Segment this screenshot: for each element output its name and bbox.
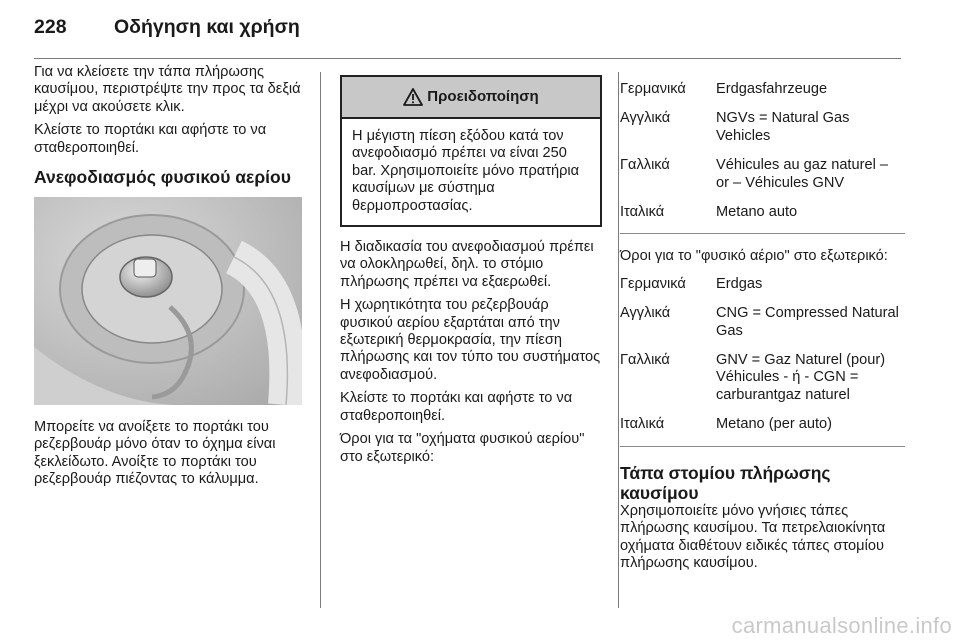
- language-cell: Ιταλικά: [620, 416, 665, 433]
- table-row: [620, 157, 905, 204]
- language-cell: Αγγλικά: [620, 305, 671, 322]
- term-cell: Erdgasfahrzeuge: [716, 81, 828, 97]
- language-cell: Αγγλικά: [620, 110, 671, 127]
- section-heading: Τάπα στομίου πλήρωσης καυσίμου: [620, 462, 831, 503]
- column-middle: [340, 75, 602, 472]
- paragraph: Όροι για το "φυσικό αέριο" στο εξωτερικό:: [620, 248, 888, 265]
- watermark: carmanualsonline.info: [731, 613, 952, 638]
- language-cell: Ιταλικά: [620, 204, 665, 221]
- fuel-filler-photo: [34, 197, 302, 405]
- section-heading: Ανεφοδιασμός φυσικού αερίου: [34, 167, 291, 188]
- gas-terms-table: [620, 276, 905, 457]
- language-cell: Γαλλικά: [620, 352, 670, 369]
- chapter-title: Οδήγηση και χρήση: [114, 16, 300, 38]
- term-cell: Metano (per auto): [716, 416, 833, 433]
- paragraph: Κλείστε το πορτάκι και αφήστε το να σταθεροποιηθεί.: [34, 122, 267, 156]
- paragraph: Για να κλείσετε την τάπα πλήρωσης καυσίμου, περιστρέψτε την προς τα δεξιά μέχρι να ακούσετε κλικ.: [34, 64, 301, 115]
- term-cell: GNV = Gaz Naturel (pour) Véhicules - ή - CGN = carburantgaz naturel: [716, 352, 886, 403]
- header-rule: [34, 58, 901, 59]
- term-cell: NGVs = Natural Gas Vehicles: [716, 110, 850, 144]
- warning-triangle-icon: [403, 88, 423, 106]
- term-cell: Véhicules au gaz naturel – or – Véhicules GNV: [716, 157, 888, 191]
- language-cell: Γερμανικά: [620, 275, 686, 292]
- term-cell: CNG = Compressed Natural Gas: [716, 305, 899, 339]
- warning-title: Προειδοποίηση: [427, 88, 539, 106]
- table-row: [620, 276, 905, 305]
- term-cell: Erdgas: [716, 275, 763, 292]
- warning-header: [342, 77, 600, 119]
- term-cell: Metano auto: [716, 204, 798, 221]
- paragraph: Η χωρητικότητα του ρεζερβουάρ φυσικού αερίου εξαρτάται από την εξωτερική θερμοκρασία, την πίεση πλήρωσης και τον τύπο του συστήματος ανεφοδιασμού.: [340, 297, 601, 383]
- table-row: [620, 416, 905, 446]
- page-header: [34, 16, 300, 39]
- table-row: [620, 81, 905, 110]
- column-divider-1: [320, 72, 321, 608]
- table-row: [620, 204, 905, 234]
- paragraph: Χρησιμοποιείτε μόνο γνήσιες τάπες πλήρωσης καυσίμου. Τα πετρελαιοκίνητα οχήματα διαθέτουν ειδικές τάπες στομίου πλήρωσης καυσίμου.: [620, 502, 886, 571]
- paragraph: Κλείστε το πορτάκι και αφήστε το να σταθεροποιηθεί.: [340, 390, 573, 424]
- paragraph: Όροι για τα "οχήματα φυσικού αερίου" στο εξωτερικό:: [340, 431, 585, 465]
- language-cell: Γαλλικά: [620, 157, 670, 174]
- vehicle-terms-table: [620, 81, 905, 244]
- warning-text: Η μέγιστη πίεση εξόδου κατά τον ανεφοδιασμό πρέπει να είναι 250 bar. Χρησιμοποιείτε μόνο πρατήρια καυσίμων με σύστημα θερμοπροστασίας.: [352, 128, 580, 214]
- table-row: [620, 305, 905, 352]
- table-bottom-rule: [620, 446, 905, 457]
- table-row: [620, 352, 905, 416]
- paragraph: Μπορείτε να ανοίξετε το πορτάκι του ρεζερβουάρ μόνο όταν το όχημα είναι ξεκλείδωτο. Ανοίξτε το πορτάκι του ρεζερβουάρ πιέζοντας το κάλυμμα.: [34, 419, 276, 488]
- table-row: [620, 110, 905, 157]
- column-right: [620, 81, 905, 578]
- page-number: 228: [34, 16, 67, 38]
- table-bottom-rule: [620, 234, 905, 245]
- column-divider-2: [618, 72, 619, 608]
- language-cell: Γερμανικά: [620, 81, 686, 97]
- warning-box: [340, 75, 602, 227]
- column-left: [34, 64, 306, 495]
- paragraph: Η διαδικασία του ανεφοδιασμού πρέπει να ολοκληρωθεί, δηλ. το στόμιο πλήρωσης πρέπει να εξαερωθεί.: [340, 239, 594, 290]
